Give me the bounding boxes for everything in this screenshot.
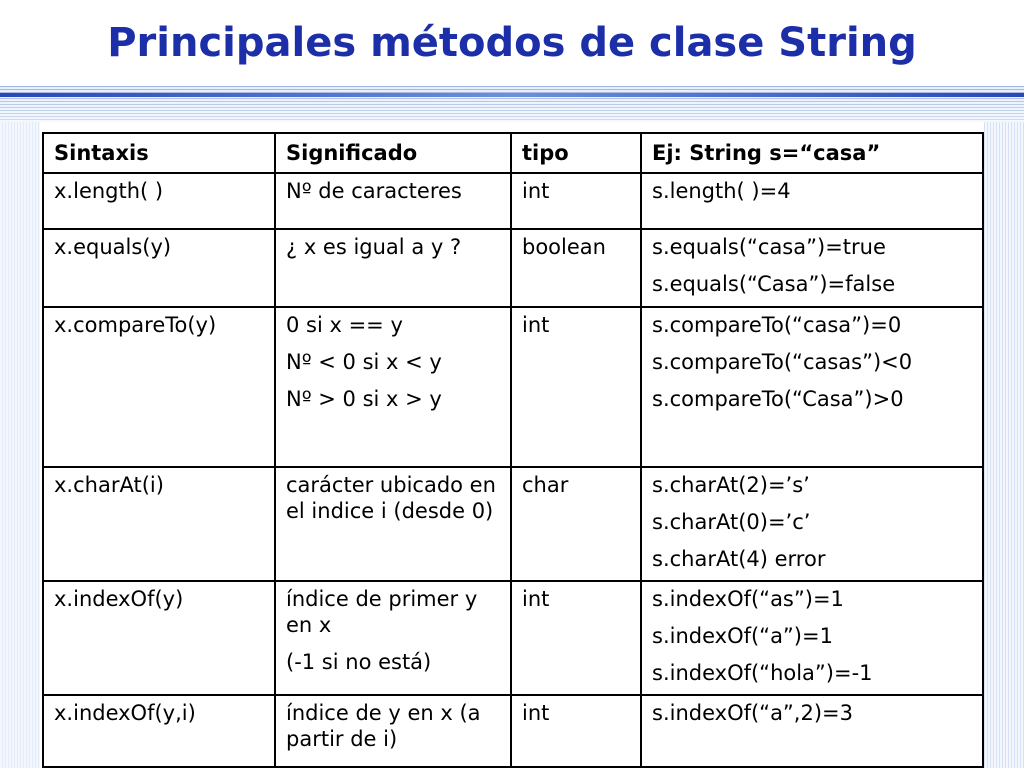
cell-example	[641, 229, 983, 307]
cell-example	[641, 467, 983, 581]
example-line: s.compareTo(“casas”)<0	[652, 350, 913, 374]
example-line: s.equals(“Casa”)=false	[652, 272, 896, 296]
meaning-line: índice de y en x (a partir de i)	[286, 701, 481, 751]
table-row	[43, 467, 983, 581]
cell-type: int	[511, 581, 641, 695]
cell-syntax: x.length( )	[43, 173, 275, 229]
example-line: s.length( )=4	[652, 179, 791, 203]
header-type: tipo	[511, 133, 641, 173]
cell-meaning	[275, 467, 511, 581]
meaning-line: carácter ubicado en el indice i (desde 0)	[286, 473, 496, 523]
table-header-row	[43, 133, 983, 173]
cell-meaning	[275, 581, 511, 695]
cell-example	[641, 173, 983, 229]
header-decoration-line	[0, 93, 1024, 97]
cell-type: int	[511, 695, 641, 767]
example-line: s.charAt(2)=’s’	[652, 473, 810, 497]
cell-type: char	[511, 467, 641, 581]
example-line: s.indexOf(“a”)=1	[652, 624, 833, 648]
right-decoration-band	[984, 122, 1024, 768]
cell-type: int	[511, 307, 641, 467]
meaning-line: (-1 si no está)	[286, 650, 432, 674]
table-row	[43, 307, 983, 467]
example-line: s.indexOf(“as”)=1	[652, 587, 844, 611]
cell-meaning	[275, 173, 511, 229]
cell-syntax: x.compareTo(y)	[43, 307, 275, 467]
table-row	[43, 173, 983, 229]
example-line: s.charAt(0)=’c’	[652, 510, 811, 534]
cell-meaning	[275, 229, 511, 307]
example-line: s.charAt(4) error	[652, 547, 826, 571]
cell-meaning	[275, 307, 511, 467]
cell-syntax: x.equals(y)	[43, 229, 275, 307]
cell-syntax: x.indexOf(y)	[43, 581, 275, 695]
header-syntax: Sintaxis	[43, 133, 275, 173]
example-line: s.equals(“casa”)=true	[652, 235, 886, 259]
cell-type: boolean	[511, 229, 641, 307]
cell-syntax: x.indexOf(y,i)	[43, 695, 275, 767]
header-meaning: Significado	[275, 133, 511, 173]
meaning-line: ¿ x es igual a y ?	[286, 235, 462, 259]
meaning-line: 0 si x == y	[286, 313, 403, 337]
cell-example	[641, 581, 983, 695]
header-example: Ej: String s=“casa”	[641, 133, 983, 173]
slide-title: Principales métodos de clase String	[107, 20, 917, 66]
table-row	[43, 695, 983, 767]
meaning-line: Nº de caracteres	[286, 179, 462, 203]
meaning-line: Nº < 0 si x < y	[286, 350, 442, 374]
example-line: s.compareTo(“Casa”)>0	[652, 387, 904, 411]
example-line: s.indexOf(“a”,2)=3	[652, 701, 853, 725]
meaning-line: índice de primer y en x	[286, 587, 478, 637]
cell-type: int	[511, 173, 641, 229]
cell-meaning	[275, 695, 511, 767]
cell-example	[641, 695, 983, 767]
string-methods-table	[42, 132, 984, 768]
example-line: s.indexOf(“hola”)=-1	[652, 661, 873, 685]
cell-example	[641, 307, 983, 467]
example-line: s.compareTo(“casa”)=0	[652, 313, 902, 337]
table-row	[43, 581, 983, 695]
cell-syntax: x.charAt(i)	[43, 467, 275, 581]
header-decoration-band	[0, 86, 1024, 122]
meaning-line: Nº > 0 si x > y	[286, 387, 442, 411]
table-row	[43, 229, 983, 307]
left-decoration-band	[0, 122, 40, 768]
